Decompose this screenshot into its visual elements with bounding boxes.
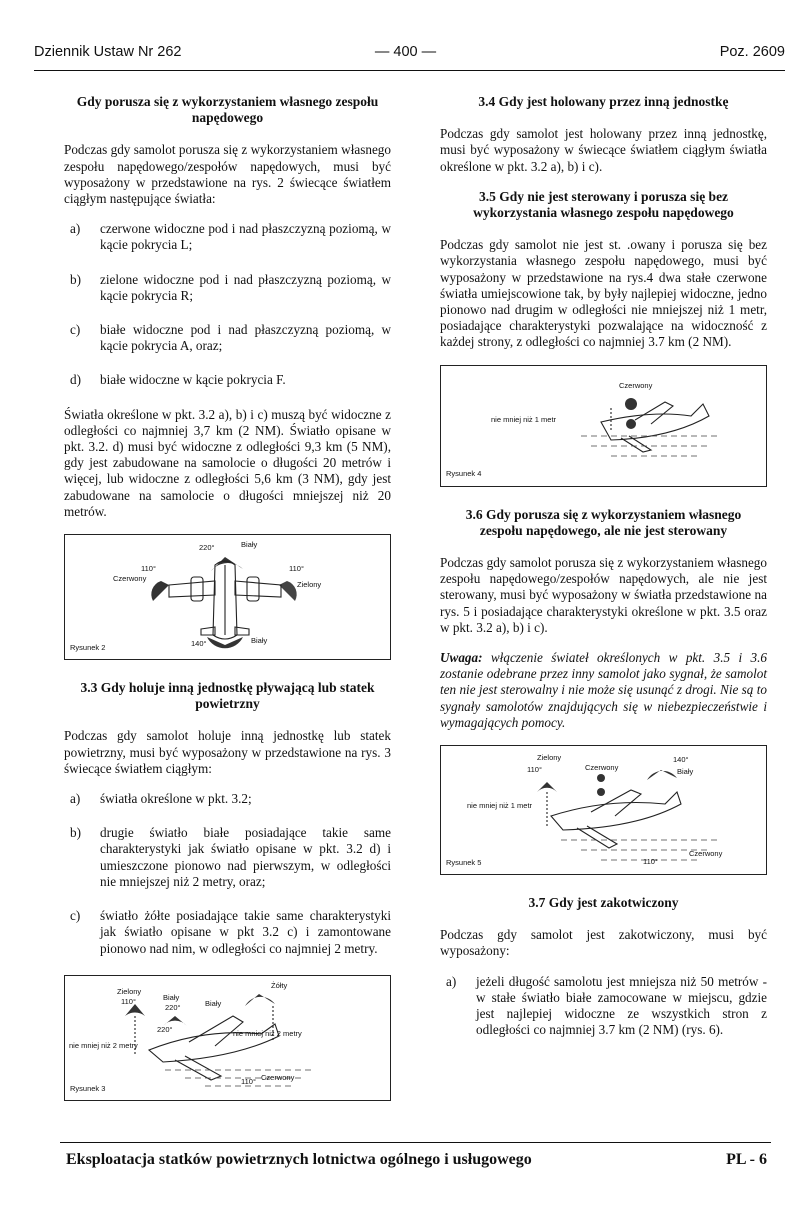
item-label: a) [70, 221, 81, 237]
section-3-4-heading: 3.4 Gdy jest holowany przez inną jednostkę [478, 94, 729, 109]
fig2-angle-140: 140° [191, 639, 207, 649]
figure-3-caption: Rysunek 3 [70, 1083, 106, 1093]
fig2-label-white-bottom: Biały [251, 636, 268, 646]
fig3-label-green: Zielony [117, 986, 142, 996]
item-label: c) [70, 908, 81, 924]
item-label: d) [70, 372, 81, 388]
figure-3 [64, 975, 391, 1101]
fig4-distance: nie mniej niż 1 metr [491, 414, 557, 424]
note-text: włączenie świateł określonych w pkt. 3.5 i 3.6 zostanie odebrane przez inny samolot jako sygnał, że samolot ten nie jest sterowalny i nie może się usunąć z drogi. Nie są to sygnały samolotów znajdujących się w niebezpieczeństwie i wymagających pomocy. [440, 650, 768, 730]
fig5-distance: nie mniej niż 1 metr [467, 801, 533, 811]
position-number: Poz. 2609 [719, 44, 785, 60]
fig3-label-white-1: Biały [163, 992, 180, 1002]
fig2-label-white-top: Biały [241, 540, 258, 550]
fig5-label-red-1: Czerwony [585, 763, 619, 773]
yellow-light-sector-icon [245, 994, 275, 1006]
fig2-label-red: Czerwony [113, 574, 147, 584]
fig3-distance-right: nie mniej niż 2 metry [233, 1028, 302, 1038]
fig3-angle-220: 220° [165, 1002, 181, 1012]
section-3-7-heading: 3.7 Gdy jest zakotwiczony [528, 895, 679, 911]
fig3-angle-220-b: 220° [157, 1024, 173, 1034]
red-light-icon [597, 788, 605, 796]
header-rule [34, 70, 785, 71]
list-item [64, 272, 391, 304]
list-item [64, 825, 391, 890]
item-label: c) [70, 322, 81, 338]
fig5-angle-110: 110° [527, 765, 542, 775]
section-3-4-paragraph: Podczas gdy samolot jest holowany przez inną jednostkę, musi być wyposażony w świecące światłem ciągłym światła określone w pkt. 3.2 a), b) i c). [440, 126, 767, 174]
fig5-angle-140: 140° [673, 755, 689, 765]
item-text: czerwone widoczne pod i nad płaszczyzną poziomą, w kącie pokrycia L; [100, 221, 391, 253]
section-3-2-visibility-paragraph: Światła określone w pkt. 3.2 a), b) i c) muszą być widoczne z odległości co najmniej 3,7 km (2 NM). Światło opisane w pkt. 3.2. d) musi być widoczne z odległości 9,3 km (5 NM), gdy jest zabudowane na samolocie o długości 20 metrów i więcej, lub widoczne z odległości 5,6 km (3 NM), gdy jest zabudowane na samolocie o długości mniejszej niż 20 metrów. [64, 406, 391, 519]
fig5-label-red-2: Czerwony [689, 849, 723, 859]
red-light-icon [626, 419, 636, 429]
page-number: — 400 — [374, 44, 437, 60]
figure-2 [64, 534, 391, 660]
journal-title: Dziennik Ustaw Nr 262 [34, 44, 182, 60]
fig3-label-red: Czerwony [261, 1072, 295, 1082]
section-3-3-heading: 3.3 Gdy holuje inną jednostkę pływającą lub statek powietrzny [80, 680, 375, 712]
section-3-2-intro: Podczas gdy samolot porusza się z wykorzystaniem własnego zespołu napędowego/zespołów napędowych, musi być wyposażony w przedstawione na rys. 2 świecące światłem ciągłym następujące światła: [64, 142, 391, 207]
fig5-label-green: Zielony [537, 753, 562, 763]
item-text: światło żółte posiadające takie same charakterystyki jak światło opisane w pkt 3.2 c) i zamontowane pionowo nad nim, w odległości co najmniej 2 metry. [100, 908, 391, 956]
red-light-sector-icon [151, 581, 169, 601]
section-3-7-paragraph: Podczas gdy samolot jest zakotwiczony, musi być wyposażony: [440, 927, 767, 959]
figure-2-drawing [65, 535, 390, 659]
fig2-angle-110-left: 110° [141, 564, 156, 574]
figure-4-caption: Rysunek 4 [446, 469, 482, 479]
plane-top-view-icon [169, 561, 281, 639]
fig3-label-yellow: Żółty [271, 980, 288, 990]
section-3-5-paragraph: Podczas gdy samolot nie jest st. .owany i porusza się bez wykorzystania własnego zespołu napędowego, musi być wyposażony w przedstawione na rys.4 dwa stałe czerwone światła umiejscowione tak, by były najlepiej widoczne, jedno pionowo nad drugim w odległości nie mniejszej niż 1 metr, posiadające charakterystyki pozwalające na widoczność z każdej strony, z odległości co najmniej 3.7 km (2 NM). [440, 237, 767, 350]
item-text: białe widoczne w kącie pokrycia F. [100, 372, 286, 388]
section-3-5-heading: 3.5 Gdy nie jest sterowany i porusza się bez wykorzystania własnego zespołu napędowego [473, 188, 734, 221]
list-item [64, 908, 391, 957]
section-3-3-list [64, 791, 391, 957]
fig4-label-red: Czerwony [619, 380, 653, 390]
list-item [64, 322, 391, 354]
right-column [440, 94, 767, 1057]
figure-5 [440, 745, 767, 875]
figure-2-caption: Rysunek 2 [70, 642, 106, 652]
section-3-2-heading: Gdy porusza się z wykorzystaniem własnego zespołu napędowego [76, 94, 379, 126]
fig5-label-white: Biały [677, 767, 694, 777]
figure-4 [440, 365, 767, 487]
fig2-label-green: Zielony [297, 580, 322, 590]
section-3-3-intro: Podczas gdy samolot holuje inną jednostkę lub statek powietrzny, musi być wyposażony w przedstawione na rys. 3 świecące światłem ciągłym: [64, 728, 391, 776]
fig5-angle-110-b: 110° [643, 857, 658, 867]
plane-side-view-icon [547, 790, 681, 848]
footer-code: PL - 6 [726, 1151, 767, 1168]
figure-3-drawing [65, 976, 390, 1100]
list-item [64, 372, 391, 388]
item-label: a) [70, 791, 81, 807]
section-3-2-list [64, 221, 391, 388]
item-text: zielone widoczne pod i nad płaszczyzną poziomą, w kącie pokrycia R; [100, 271, 391, 303]
figure-5-drawing [441, 746, 766, 874]
footer-rule [60, 1142, 771, 1143]
fig3-distance-left: nie mniej niż 2 metry [69, 1040, 138, 1050]
footer-title: Eksploatacja statków powietrznych lotnictwa ogólnego i usługowego [66, 1151, 532, 1168]
note-paragraph [440, 650, 767, 731]
note-label: Uwaga: [440, 650, 483, 666]
red-light-icon [625, 398, 637, 410]
green-light-sector-icon [279, 581, 297, 601]
section-3-6-heading: 3.6 Gdy porusza się z wykorzystaniem własnego zespołu napędowego, ale nie jest sterowany [465, 506, 742, 538]
fig3-label-white-2: Biały [205, 998, 222, 1008]
list-item [440, 974, 767, 1039]
item-text: jeżeli długość samolotu jest mniejsza niż 50 metrów - w stałe światło białe zamocowane w miejscu, gdzie jest najlepiej widoczne ze wszystkich stron z odległości co najmniej 3.7 km (2 NM) (rys. 6). [476, 973, 767, 1038]
section-3-6-paragraph: Podczas gdy samolot porusza się z wykorzystaniem własnego zespołu napędowego/zespołów napędowych, ale nie jest sterowany, musi być wyposażony w światła przedstawione na rys. 5 i posiadające charakterystyki określone w pkt. 3.5 oraz w pkt. 3.2 a), b) i c). [440, 555, 767, 635]
list-item [64, 221, 391, 253]
list-item [64, 791, 391, 807]
plane-side-view-icon [135, 1006, 279, 1080]
item-text: drugie światło białe posiadające takie same charakterystyki jak światło opisane w pkt. 3.2 d) i umieszczone pionowo nad pierwszym, w odległości nie mniejszej niż 2 metry, oraz; [100, 825, 391, 889]
plane-side-view-icon [601, 402, 709, 452]
left-column [64, 94, 391, 1121]
figure-5-caption: Rysunek 5 [446, 857, 482, 867]
section-3-7-list [440, 974, 767, 1039]
fig2-angle-110-right: 110° [289, 564, 304, 574]
item-label: b) [70, 271, 81, 287]
water-waves-icon [581, 436, 721, 456]
figure-4-drawing [441, 366, 766, 486]
white-light-sector-icon [647, 770, 677, 780]
green-light-sector-icon [537, 782, 557, 792]
item-label: b) [70, 825, 81, 841]
fig3-angle-110: 110° [121, 996, 136, 1006]
item-text: światła określone w pkt. 3.2; [100, 791, 252, 807]
item-label: a) [446, 973, 457, 989]
fig3-angle-110-b: 110° [241, 1076, 256, 1086]
fig2-angle-220: 220° [199, 543, 215, 553]
red-light-icon [597, 774, 605, 782]
item-text: białe widoczne pod i nad płaszczyzną poziomą, w kącie pokrycia A, oraz; [100, 322, 391, 354]
